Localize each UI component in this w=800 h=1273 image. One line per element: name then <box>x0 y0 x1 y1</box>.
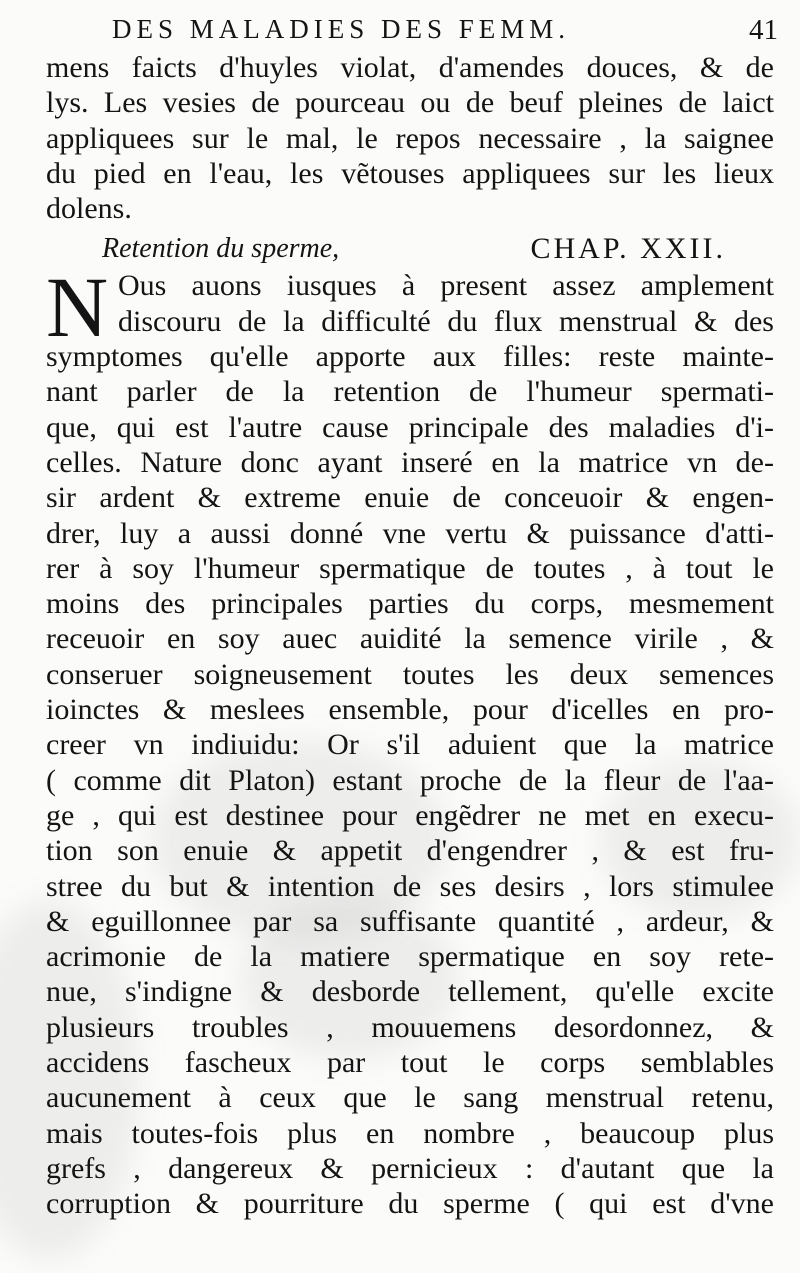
text-line: grefs , dangereux & pernicieux : d'autant que la <box>46 1151 774 1185</box>
preceding-paragraph <box>46 50 774 226</box>
text-block <box>46 50 774 1222</box>
chapter-heading <box>46 230 774 268</box>
text-line: rer à soy l'humeur spermatique de toutes , à tout le <box>46 551 774 585</box>
text-line: stree du but & intention de ses desirs , lors stimulee <box>46 869 774 903</box>
text-line: du pied en l'eau, les vẽtouses appliquees sur les lieux <box>46 156 774 190</box>
drop-capital: N <box>46 259 109 356</box>
text-line: nant parler de la retention de l'humeur spermati- <box>46 375 774 409</box>
text-line: acrimonie de la matiere spermatique en soy rete- <box>46 940 774 974</box>
text-line: tion son enuie & appetit d'engendrer , & est fru- <box>46 834 774 868</box>
text-line: celles. Nature donc ayant inseré en la matrice vn de- <box>46 445 774 479</box>
text-line: ( comme dit Platon) estant proche de la fleur de l'aa- <box>46 763 774 797</box>
text-line: receuoir en soy auec auidité la semence virile , & <box>46 622 774 656</box>
text-line: plusieurs troubles , mouuemens desordonnez, & <box>46 1010 774 1044</box>
text-line: que, qui est l'autre cause principale des maladies d'i- <box>46 410 774 444</box>
text-line: conseruer soigneusement toutes les deux semences <box>46 657 774 691</box>
text-line: Ous auons iusques à present assez amplement <box>118 269 774 303</box>
text-line: corruption & pourriture du sperme ( qui est d'vne <box>46 1187 774 1221</box>
text-line: moins des principales parties du corps, mesmement <box>46 587 774 621</box>
text-line: discouru de la difficulté du flux menstrual & des <box>118 304 774 338</box>
text-line: accidens fascheux par tout le corps semblables <box>46 1046 774 1080</box>
text-line: dolens. <box>46 192 132 226</box>
text-line: appliquees sur le mal, le repos necessaire , la saignee <box>46 121 774 155</box>
text-line: sir ardent & extreme enuie de conceuoir & engen- <box>46 481 774 515</box>
text-line: ge , qui est destinee pour engẽdrer ne met en execu- <box>46 798 774 832</box>
text-line: mais toutes-fois plus en nombre , beaucoup plus <box>46 1116 774 1150</box>
text-line: symptomes qu'elle apporte aux filles: reste mainte- <box>46 340 774 374</box>
text-line: ioinctes & meslees ensemble, pour d'icelles en pro- <box>46 693 774 727</box>
text-line: aucunement à ceux que le sang menstrual retenu, <box>46 1081 774 1115</box>
text-line: & eguillonnee par sa suffisante quantité , ardeur, & <box>46 904 774 938</box>
chapter-body <box>46 259 774 1221</box>
chapter-paragraph <box>46 259 774 1221</box>
text-line: drer, luy a aussi donné vne vertu & puissance d'atti- <box>46 516 774 550</box>
running-head: DES MALADIES DES FEMM. <box>112 14 571 44</box>
text-line: nue, s'indigne & desborde tellement, qu'elle excite <box>46 975 774 1009</box>
chapter-number: CHAP. XXII. <box>530 232 726 266</box>
text-line: lys. Les vesies de pourceau ou de beuf pleines de laict <box>46 86 774 120</box>
page-number: 41 <box>749 14 778 46</box>
text-line: creer vn indiuidu: Or s'il aduient que la matrice <box>46 728 774 762</box>
chapter-title: Retention du sperme, <box>102 233 340 265</box>
text-line: mens faicts d'huyles violat, d'amendes douces, & de <box>46 51 774 84</box>
